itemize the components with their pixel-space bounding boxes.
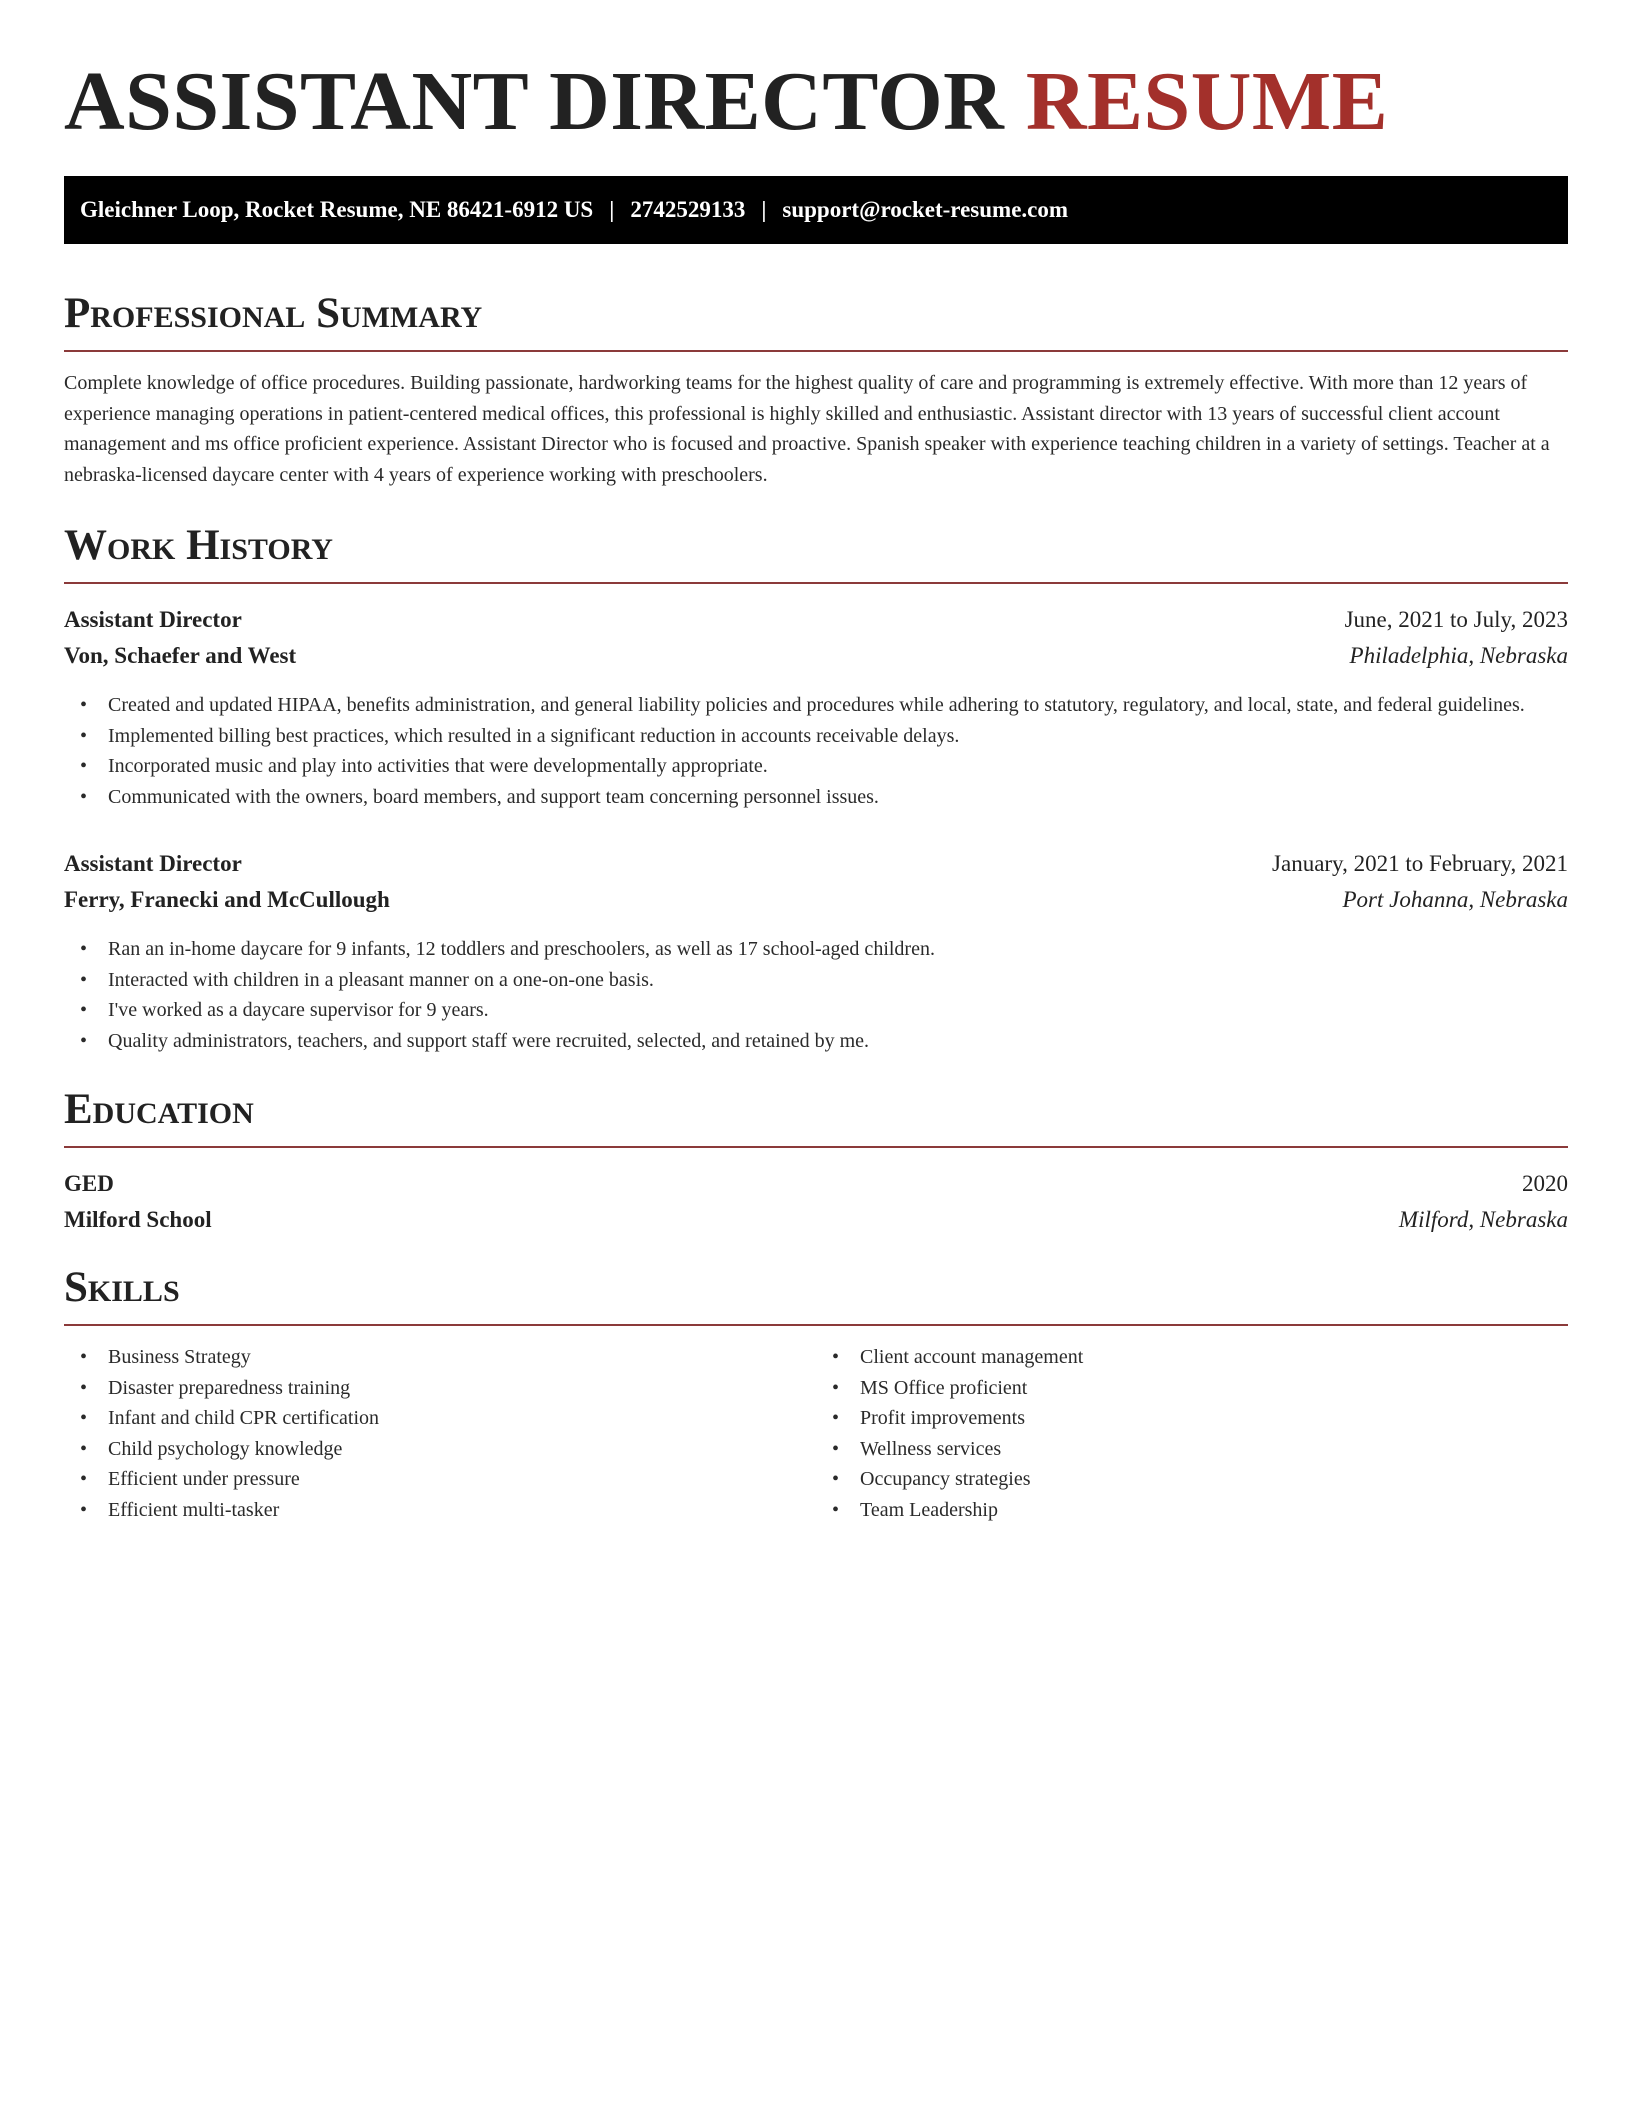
education-year: 2020 — [1522, 1171, 1568, 1196]
skill-item: • Disaster preparedness training — [64, 1373, 816, 1404]
skills-grid — [64, 1342, 1568, 1525]
job-entry — [64, 602, 1568, 812]
section-heading-summary: Professional Summary — [64, 290, 483, 337]
education-degree-row — [64, 1166, 1568, 1202]
skill-item: • Business Strategy — [64, 1342, 816, 1373]
title-accent: RESUME — [1025, 55, 1389, 148]
job-bullet: • Communicated with the owners, board members, and support team concerning personnel issues. — [64, 782, 1568, 813]
skill-item: • Infant and child CPR certification — [64, 1403, 816, 1434]
summary-text: Complete knowledge of office procedures. Building passionate, hardworking teams for the highest quality of care and programming is extremely effective. With more than 12 years of experience managing operations in patient-centered medical offices, this professional is highly skilled and enthusiastic. Assistant director with 13 years of successful client account management and ms office proficient experience. Assistant Director who is focused and proactive. Spanish speaker with experience teaching children in a variety of settings. Teacher at a nebraska-licensed daycare center with 4 years of experience working with preschoolers. — [64, 372, 1550, 486]
skills-section — [64, 1262, 1568, 1525]
section-divider — [64, 1324, 1568, 1326]
job-bullet: • I've worked as a daycare supervisor for 9 years. — [64, 995, 1568, 1026]
contact-email: support@rocket-resume.com — [782, 197, 1069, 222]
contact-separator: | — [609, 197, 615, 222]
skill-item: • Child psychology knowledge — [64, 1434, 816, 1465]
section-heading-work: Work History — [64, 522, 333, 569]
work-history-section — [64, 520, 1568, 1056]
job-company-row — [64, 882, 1568, 918]
job-header-row — [64, 846, 1568, 882]
contact-address: Gleichner Loop, Rocket Resume, NE 86421-6912 US — [80, 197, 594, 222]
job-bullet: • Ran an in-home daycare for 9 infants, 12 toddlers and preschoolers, as well as 17 school-aged children. — [64, 934, 1568, 965]
job-bullet: • Created and updated HIPAA, benefits administration, and general liability policies and procedures while adhering to statutory, regulatory, and local, state, and federal guidelines. — [64, 690, 1568, 721]
skill-item: • Profit improvements — [816, 1403, 1568, 1434]
job-bullets — [64, 934, 1568, 1056]
job-bullet: • Implemented billing best practices, which resulted in a significant reduction in accounts receivable delays. — [64, 721, 1568, 752]
section-divider — [64, 1146, 1568, 1148]
job-entry — [64, 846, 1568, 1056]
education-entry — [64, 1166, 1568, 1238]
job-company-row — [64, 638, 1568, 674]
skill-item: • MS Office proficient — [816, 1373, 1568, 1404]
skill-item: • Efficient under pressure — [64, 1464, 816, 1495]
skills-column-right — [816, 1342, 1568, 1525]
contact-phone: 2742529133 — [630, 197, 746, 222]
skill-item: • Client account management — [816, 1342, 1568, 1373]
education-school-row — [64, 1202, 1568, 1238]
section-heading-education: Education — [64, 1086, 254, 1133]
job-dates: June, 2021 to July, 2023 — [1344, 607, 1568, 632]
section-heading-skills: Skills — [64, 1264, 180, 1311]
job-company: Von, Schaefer and West — [64, 643, 297, 668]
resume-title — [64, 52, 1568, 152]
skill-item: • Team Leadership — [816, 1495, 1568, 1526]
job-bullet: • Incorporated music and play into activities that were developmentally appropriate. — [64, 751, 1568, 782]
job-company: Ferry, Franecki and McCullough — [64, 887, 390, 912]
title-main: ASSISTANT DIRECTOR — [64, 55, 1005, 148]
skill-item: • Occupancy strategies — [816, 1464, 1568, 1495]
job-dates: January, 2021 to February, 2021 — [1272, 851, 1568, 876]
contact-separator: | — [761, 197, 767, 222]
section-divider — [64, 350, 1568, 352]
job-bullet: • Interacted with children in a pleasant manner on a one-on-one basis. — [64, 965, 1568, 996]
professional-summary-section — [64, 288, 1568, 490]
job-title: Assistant Director — [64, 851, 242, 876]
section-divider — [64, 582, 1568, 584]
job-bullets — [64, 690, 1568, 812]
contact-bar — [64, 176, 1568, 244]
job-header-row — [64, 602, 1568, 638]
education-school: Milford School — [64, 1207, 212, 1232]
education-section — [64, 1084, 1568, 1238]
job-location: Philadelphia, Nebraska — [1349, 643, 1568, 668]
education-degree: GED — [64, 1171, 114, 1196]
job-location: Port Johanna, Nebraska — [1342, 887, 1568, 912]
education-location: Milford, Nebraska — [1398, 1207, 1568, 1232]
job-bullet: • Quality administrators, teachers, and support staff were recruited, selected, and retained by me. — [64, 1026, 1568, 1057]
skills-column-left — [64, 1342, 816, 1525]
skill-item: • Wellness services — [816, 1434, 1568, 1465]
skill-item: • Efficient multi-tasker — [64, 1495, 816, 1526]
job-title: Assistant Director — [64, 607, 242, 632]
